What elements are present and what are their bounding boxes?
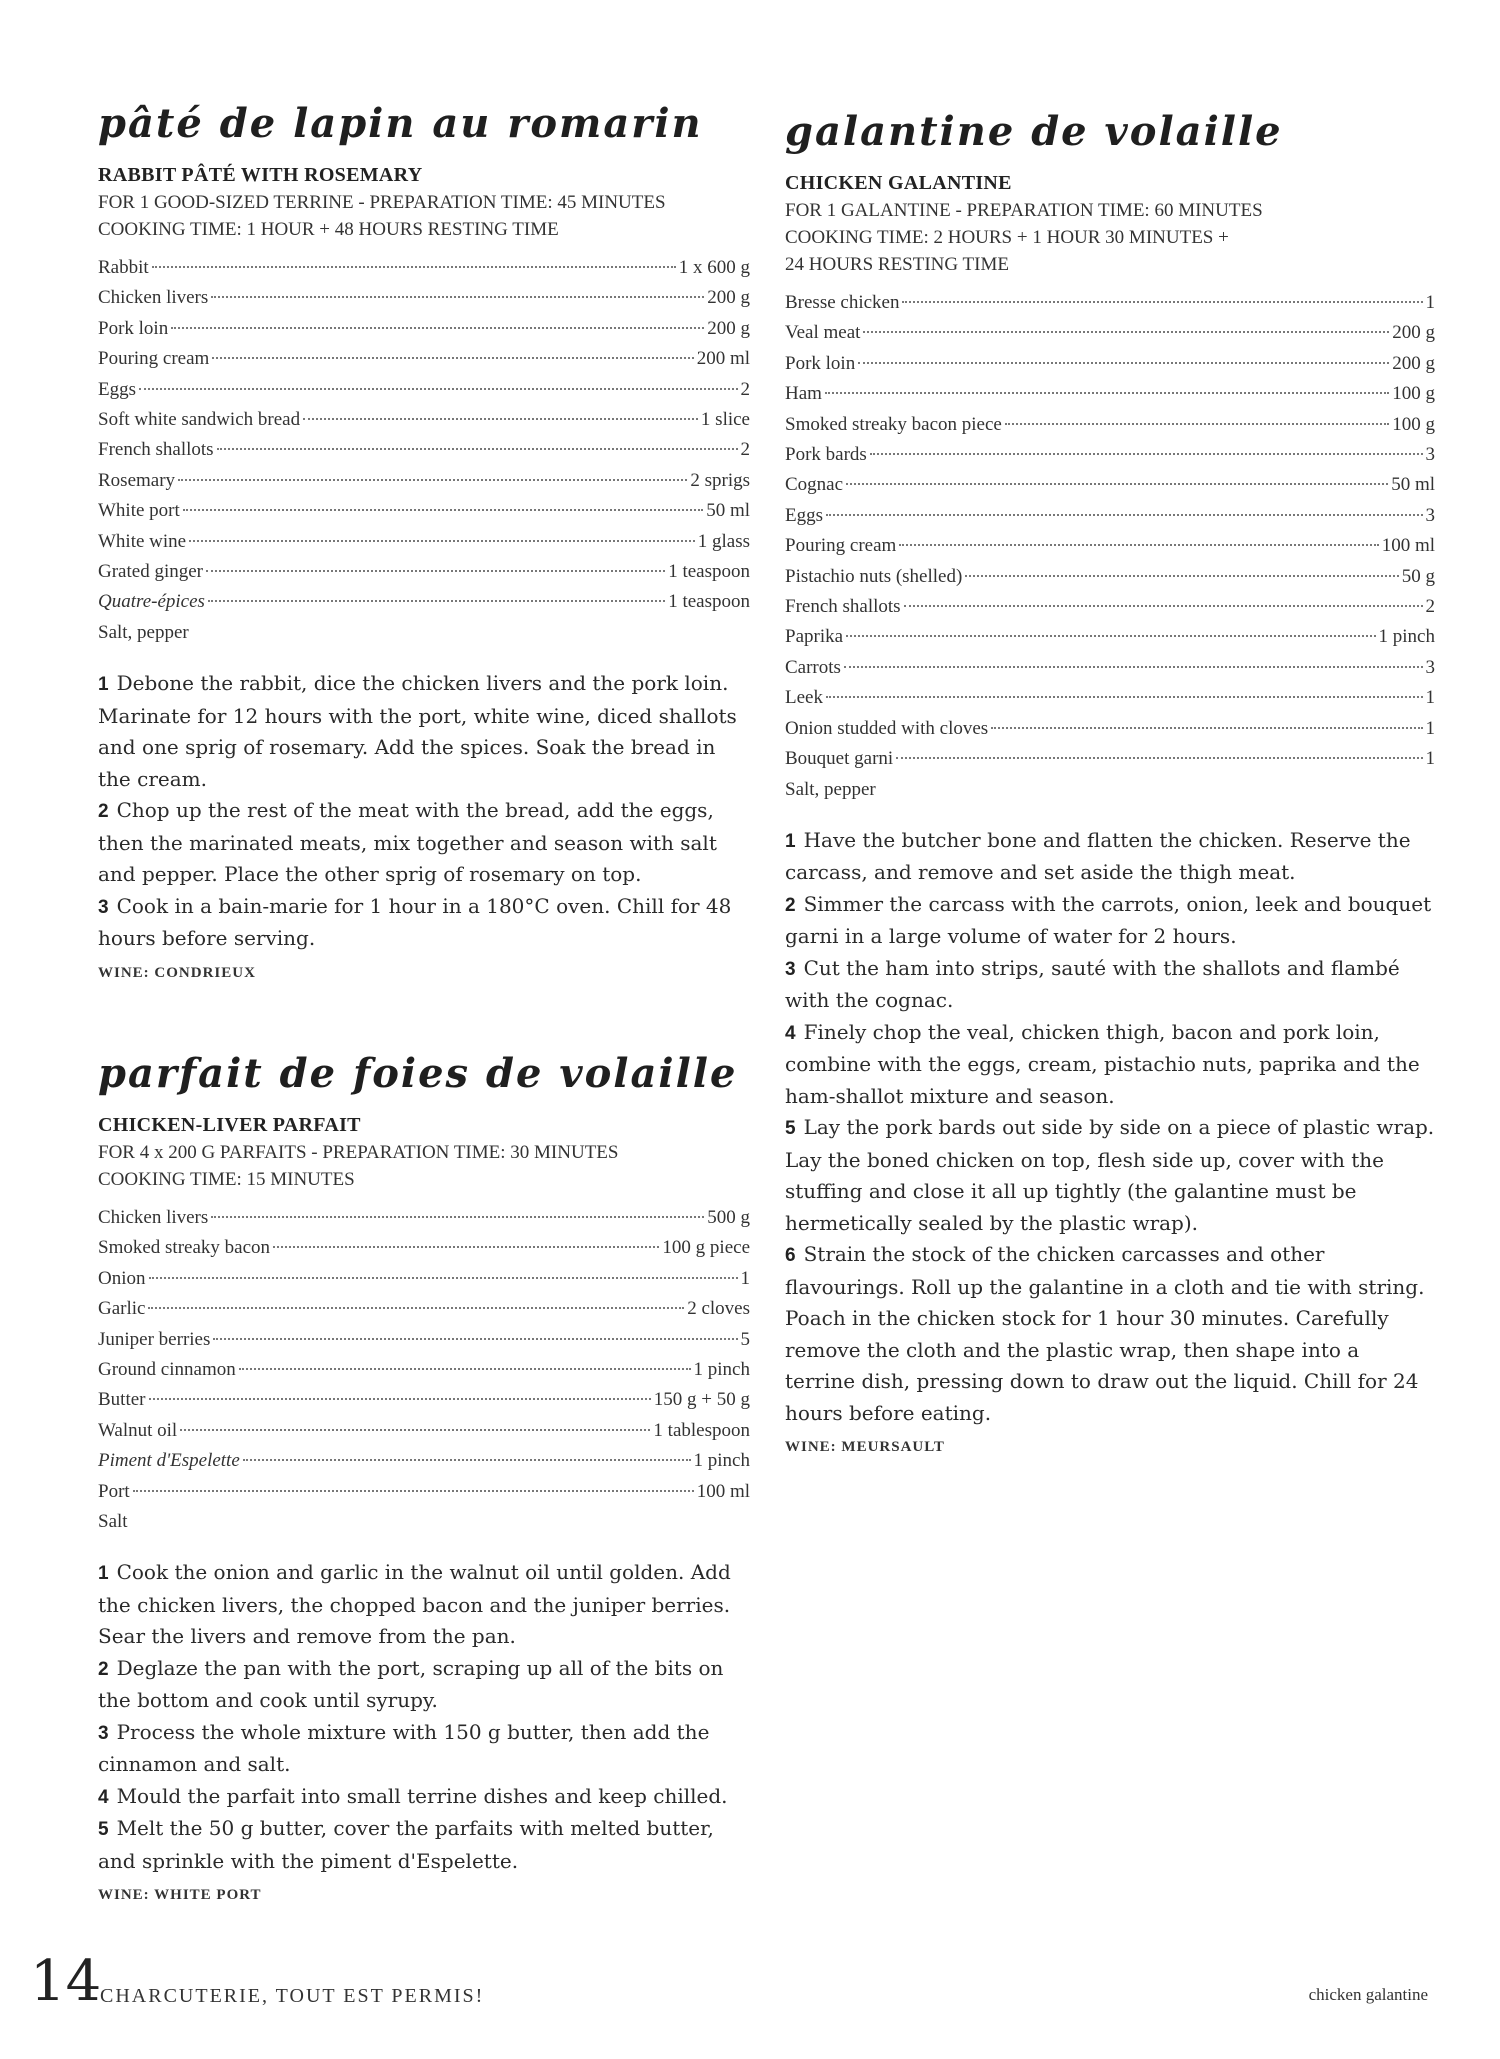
step-text: Deglaze the pan with the port, scraping up all of the bits on the bottom and cook until syrupy.: [98, 1655, 724, 1713]
ingredient-row: [98, 1325, 750, 1355]
leader-dots: [189, 540, 695, 542]
step-number: 2: [98, 801, 109, 823]
recipe-title: RABBIT PÂTÉ WITH ROSEMARY: [98, 164, 423, 186]
recipe-yield-time: FOR 1 GALANTINE - PREPARATION TIME: 60 MINUTES: [785, 200, 1263, 221]
ingredient-quantity: 50 g: [1401, 565, 1435, 587]
ingredient-name: Salt, pepper: [98, 621, 189, 643]
ingredient-name: Grated ginger: [98, 561, 203, 583]
recipe-title: CHICKEN-LIVER PARFAIT: [98, 1114, 361, 1136]
ingredient-row: [98, 618, 750, 648]
ingredient-row: [98, 435, 750, 465]
step-number: 5: [785, 1118, 796, 1140]
step-text: Mould the parfait into small terrine dishes and keep chilled.: [116, 1783, 728, 1808]
method-steps: [98, 1557, 750, 1877]
recipe-yield-time: FOR 4 x 200 G PARFAITS - PREPARATION TIME: 30 MINUTES: [98, 1142, 619, 1163]
step-text: Lay the pork bards out side by side on a piece of plastic wrap. Lay the boned chicken on top, flesh side up, cover with the stuffing and close it all up tightly (the galantine must be hermetically sealed by the plastic wrap).: [785, 1115, 1435, 1235]
page-number: 14: [30, 1949, 102, 2014]
ingredient-quantity: 50 ml: [1391, 474, 1435, 496]
method-step: [98, 668, 750, 795]
method-step: [785, 825, 1435, 889]
ingredient-quantity: 2: [1425, 596, 1435, 618]
ingredient-list: [785, 288, 1435, 805]
ingredient-quantity: 1: [1425, 748, 1435, 770]
ingredient-row: [98, 405, 750, 435]
leader-dots: [904, 605, 1423, 607]
leader-dots: [1005, 423, 1389, 425]
recipe-cooking-time: COOKING TIME: 2 HOURS + 1 HOUR 30 MINUTES +: [785, 227, 1229, 248]
ingredient-name: Chicken livers: [98, 1207, 209, 1228]
leader-dots: [217, 448, 738, 450]
step-text: Cook in a bain-marie for 1 hour in a 180°C oven. Chill for 48 hours before serving.: [98, 893, 732, 951]
step-number: 3: [98, 896, 109, 918]
running-footer-title: CHARCUTERIE, TOUT EST PERMIS!: [100, 1985, 485, 2007]
step-text: Melt the 50 g butter, cover the parfaits with melted butter, and sprinkle with the piment d'Espelette.: [98, 1816, 714, 1873]
ingredient-quantity: 1 slice: [700, 409, 750, 431]
leader-dots: [208, 600, 665, 602]
ingredient-quantity: 1 pinch: [1378, 626, 1435, 648]
step-number: 4: [98, 1786, 109, 1808]
leader-dots: [152, 266, 676, 268]
step-number: 1: [98, 674, 109, 696]
ingredient-name: Rosemary: [98, 469, 176, 491]
leader-dots: [180, 1429, 650, 1431]
ingredient-row: [98, 1477, 750, 1507]
ingredient-quantity: 5: [740, 1328, 750, 1350]
ingredient-name: Eggs: [98, 378, 136, 400]
wine-pairing: WINE: WHITE PORT: [98, 1887, 262, 1904]
recipe-chicken-galantine: [785, 108, 1435, 1456]
ingredient-name: Chicken livers: [98, 287, 209, 309]
ingredient-quantity: 1 pinch: [693, 1359, 750, 1381]
method-step: [98, 1557, 750, 1653]
leader-dots: [863, 331, 1389, 333]
method-step: [98, 795, 750, 891]
ingredient-list: [98, 253, 750, 648]
ingredient-row: [785, 562, 1435, 592]
leader-dots: [211, 1216, 704, 1218]
ingredient-quantity: 2 sprigs: [690, 469, 750, 491]
ingredient-row: [98, 253, 750, 283]
ingredient-quantity: 200 ml: [696, 348, 750, 370]
wine-pairing: WINE: MEURSAULT: [785, 1439, 945, 1456]
leader-dots: [896, 757, 1422, 759]
step-number: 3: [98, 1722, 109, 1744]
ingredient-quantity: 1 teaspoon: [668, 561, 750, 583]
ingredient-list: [98, 1203, 750, 1537]
recipe-title: CHICKEN GALANTINE: [785, 172, 1012, 194]
ingredient-row: [98, 344, 750, 374]
method-steps: [785, 825, 1435, 1430]
ingredient-name: Walnut oil: [98, 1419, 178, 1441]
ingredient-name: Pistachio nuts (shelled): [785, 565, 963, 587]
ingredient-quantity: 200 g: [1392, 352, 1435, 374]
recipe-cooking-time: COOKING TIME: 15 MINUTES: [98, 1169, 355, 1190]
step-text: Process the whole mixture with 150 g butter, then add the cinnamon and salt.: [98, 1719, 710, 1777]
ingredient-quantity: 3: [1425, 504, 1435, 526]
method-step: [98, 1813, 750, 1877]
method-steps: [98, 668, 750, 955]
leader-dots: [212, 357, 693, 359]
ingredient-row: [98, 1385, 750, 1415]
ingredient-name: Rabbit: [98, 257, 149, 278]
ingredient-name: Pouring cream: [98, 348, 210, 370]
ingredient-row: [785, 410, 1435, 440]
ingredient-name: Veal meat: [785, 322, 861, 344]
ingredient-row: [785, 622, 1435, 652]
method-step: [785, 889, 1435, 953]
ingredient-name: Onion studded with cloves: [785, 717, 989, 739]
leader-dots: [139, 388, 738, 390]
leader-dots: [149, 1398, 651, 1400]
ingredient-name: Paprika: [785, 626, 844, 648]
step-number: 3: [785, 958, 796, 980]
leader-dots: [213, 1338, 737, 1340]
ingredient-row: [98, 314, 750, 344]
ingredient-name: Carrots: [785, 656, 841, 678]
ingredient-quantity: 200 g: [707, 287, 750, 309]
ingredient-row: [785, 379, 1435, 409]
ingredient-row: [98, 1233, 750, 1263]
ingredient-name: Pork loin: [785, 352, 856, 374]
ingredient-row: [785, 775, 1435, 805]
leader-dots: [826, 514, 1423, 516]
step-number: 2: [98, 1658, 109, 1680]
step-text: Finely chop the veal, chicken thigh, bacon and pork loin, combine with the eggs, cream, pistachio nuts, paprika and the ham-shallot mixture and season.: [785, 1019, 1420, 1108]
ingredient-row: [785, 683, 1435, 713]
step-text: Simmer the carcass with the carrots, onion, leek and bouquet garni in a large volume of water for 2 hours.: [785, 891, 1432, 949]
step-number: 4: [785, 1022, 796, 1044]
leader-dots: [206, 570, 665, 572]
method-step: [785, 953, 1435, 1017]
ingredient-row: [98, 1446, 750, 1476]
ingredient-name: Onion: [98, 1267, 146, 1289]
ingredient-quantity: 150 g + 50 g: [653, 1389, 750, 1411]
ingredient-name: Soft white sandwich bread: [98, 409, 301, 431]
ingredient-name: French shallots: [98, 439, 214, 461]
ingredient-name: White port: [98, 500, 180, 522]
ingredient-name: Garlic: [98, 1298, 146, 1320]
ingredient-name: Port: [98, 1480, 130, 1502]
ingredient-name: Smoked streaky bacon piece: [785, 413, 1002, 435]
ingredient-row: [785, 744, 1435, 774]
method-step: [98, 1717, 750, 1781]
method-step: [98, 1781, 750, 1814]
ingredient-quantity: 1 teaspoon: [668, 591, 750, 613]
leader-dots: [846, 635, 1375, 637]
ingredient-row: [785, 501, 1435, 531]
ingredient-name: Juniper berries: [98, 1328, 211, 1350]
leader-dots: [133, 1490, 694, 1492]
step-number: 6: [785, 1245, 796, 1267]
method-step: [785, 1112, 1435, 1239]
ingredient-name: Smoked streaky bacon: [98, 1237, 271, 1259]
leader-dots: [149, 1277, 738, 1279]
ingredient-row: [98, 1294, 750, 1324]
ingredient-name: Cognac: [785, 474, 844, 496]
leader-dots: [148, 1307, 684, 1309]
step-text: Chop up the rest of the meat with the bread, add the eggs, then the marinated meats, mix together and season with salt and pepper. Place the other sprig of rosemary on top.: [98, 798, 717, 887]
ingredient-quantity: 200 g: [707, 317, 750, 339]
ingredient-quantity: 200 g: [1392, 322, 1435, 344]
method-step: [785, 1239, 1435, 1429]
ingredient-name: Ground cinnamon: [98, 1359, 236, 1381]
ingredient-row: [785, 440, 1435, 470]
recipe-chicken-liver-parfait: [98, 1050, 750, 1904]
ingredient-name: Quatre-épices: [98, 591, 205, 613]
leader-dots: [239, 1368, 691, 1370]
step-text: Cook the onion and garlic in the walnut oil until golden. Add the chicken livers, the chopped bacon and the juniper berries. Sear the livers and remove from the pan.: [98, 1560, 731, 1649]
ingredient-row: [98, 527, 750, 557]
leader-dots: [303, 418, 698, 420]
ingredient-row: [98, 557, 750, 587]
leader-dots: [243, 1459, 691, 1461]
recipe-yield-time: FOR 1 GOOD-SIZED TERRINE - PREPARATION TIME: 45 MINUTES: [98, 192, 666, 213]
ingredient-name: Bouquet garni: [785, 748, 894, 770]
leader-dots: [171, 327, 704, 329]
leader-dots: [273, 1246, 659, 1248]
ingredient-quantity: 100 ml: [696, 1480, 750, 1502]
ingredient-quantity: 100 g: [1392, 383, 1435, 405]
ingredient-quantity: 1 x 600 g: [678, 257, 750, 278]
leader-dots: [825, 392, 1389, 394]
ingredient-row: [785, 318, 1435, 348]
ingredient-row: [98, 1203, 750, 1233]
ingredient-name: Pork loin: [98, 317, 169, 339]
ingredient-row: [98, 1264, 750, 1294]
ingredient-name: Bresse chicken: [785, 292, 900, 313]
recipe-script-title: pâté de lapin au romarin: [98, 100, 703, 147]
ingredient-row: [98, 1507, 750, 1537]
ingredient-name: Salt, pepper: [785, 778, 876, 800]
recipe-cooking-time: COOKING TIME: 1 HOUR + 48 HOURS RESTING TIME: [98, 219, 559, 240]
leader-dots: [826, 696, 1423, 698]
method-step: [98, 891, 750, 955]
step-text: Debone the rabbit, dice the chicken livers and the pork loin. Marinate for 12 hours with the port, white wine, diced shallots and one sprig of rosemary. Add the spices. Soak the bread in the cream.: [98, 671, 737, 791]
method-step: [98, 1653, 750, 1717]
ingredient-row: [785, 531, 1435, 561]
ingredient-row: [785, 714, 1435, 744]
ingredient-name: Eggs: [785, 504, 823, 526]
ingredient-name: Salt: [98, 1511, 128, 1533]
step-number: 1: [98, 1563, 109, 1585]
ingredient-name: Piment d'Espelette: [98, 1450, 240, 1472]
ingredient-name: Ham: [785, 383, 822, 405]
ingredient-quantity: 500 g: [707, 1207, 750, 1228]
ingredient-row: [785, 349, 1435, 379]
ingredient-row: [785, 653, 1435, 683]
ingredient-row: [98, 496, 750, 526]
leader-dots: [183, 509, 703, 511]
leader-dots: [178, 479, 687, 481]
step-number: 5: [98, 1819, 109, 1841]
ingredient-quantity: 1 tablespoon: [653, 1419, 750, 1441]
leader-dots: [965, 575, 1398, 577]
recipe-script-title: parfait de foies de volaille: [98, 1050, 738, 1097]
ingredient-name: White wine: [98, 530, 187, 552]
step-number: 2: [785, 894, 796, 916]
leader-dots: [902, 301, 1422, 303]
ingredient-row: [98, 283, 750, 313]
ingredient-quantity: 100 g: [1392, 413, 1435, 435]
ingredient-quantity: 1: [740, 1267, 750, 1289]
step-text: Have the butcher bone and flatten the chicken. Reserve the carcass, and remove and set aside the thigh meat.: [785, 827, 1411, 885]
ingredient-quantity: 1 pinch: [693, 1450, 750, 1472]
ingredient-name: Leek: [785, 687, 823, 709]
ingredient-name: Butter: [98, 1389, 146, 1411]
ingredient-row: [98, 466, 750, 496]
ingredient-row: [98, 1416, 750, 1446]
ingredient-row: [785, 592, 1435, 622]
ingredient-quantity: 3: [1425, 656, 1435, 678]
recipe-resting-time: 24 HOURS RESTING TIME: [785, 254, 1009, 275]
ingredient-quantity: 3: [1425, 444, 1435, 466]
leader-dots: [846, 483, 1388, 485]
ingredient-quantity: 100 ml: [1381, 535, 1435, 557]
ingredient-name: French shallots: [785, 596, 901, 618]
ingredient-name: Pouring cream: [785, 535, 897, 557]
leader-dots: [211, 296, 704, 298]
ingredient-quantity: 1: [1425, 292, 1435, 313]
leader-dots: [844, 666, 1423, 668]
ingredient-row: [785, 288, 1435, 318]
ingredient-row: [98, 1355, 750, 1385]
ingredient-quantity: 50 ml: [706, 500, 750, 522]
ingredient-quantity: 100 g piece: [662, 1237, 750, 1259]
ingredient-quantity: 1: [1425, 687, 1435, 709]
ingredient-quantity: 2 cloves: [687, 1298, 750, 1320]
leader-dots: [991, 727, 1422, 729]
ingredient-quantity: 2: [740, 378, 750, 400]
step-text: Strain the stock of the chicken carcasses and other flavourings. Roll up the galantine in a cloth and tie with string. Poach in the chicken stock for 1 hour 30 minutes. Carefully remove the cloth and the plastic wrap, then shape into a terrine dish, pressing down to draw out the liquid. Chill for 24 hours before eating.: [785, 1242, 1425, 1425]
ingredient-quantity: 2: [740, 439, 750, 461]
ingredient-row: [785, 470, 1435, 500]
leader-dots: [870, 453, 1423, 455]
leader-dots: [858, 362, 1389, 364]
ingredient-name: Pork bards: [785, 444, 867, 466]
step-number: 1: [785, 830, 796, 852]
photo-caption: chicken galantine: [1308, 1985, 1428, 2004]
method-step: [785, 1017, 1435, 1113]
wine-pairing: WINE: CONDRIEUX: [98, 964, 256, 981]
step-text: Cut the ham into strips, sauté with the shallots and flambé with the cognac.: [785, 955, 1400, 1013]
recipe-script-title: galantine de volaille: [785, 108, 1283, 155]
ingredient-row: [98, 375, 750, 405]
leader-dots: [899, 544, 1378, 546]
recipe-rabbit-pate: [98, 100, 750, 982]
ingredient-row: [98, 587, 750, 617]
ingredient-quantity: 1 glass: [697, 530, 750, 552]
ingredient-quantity: 1: [1425, 717, 1435, 739]
